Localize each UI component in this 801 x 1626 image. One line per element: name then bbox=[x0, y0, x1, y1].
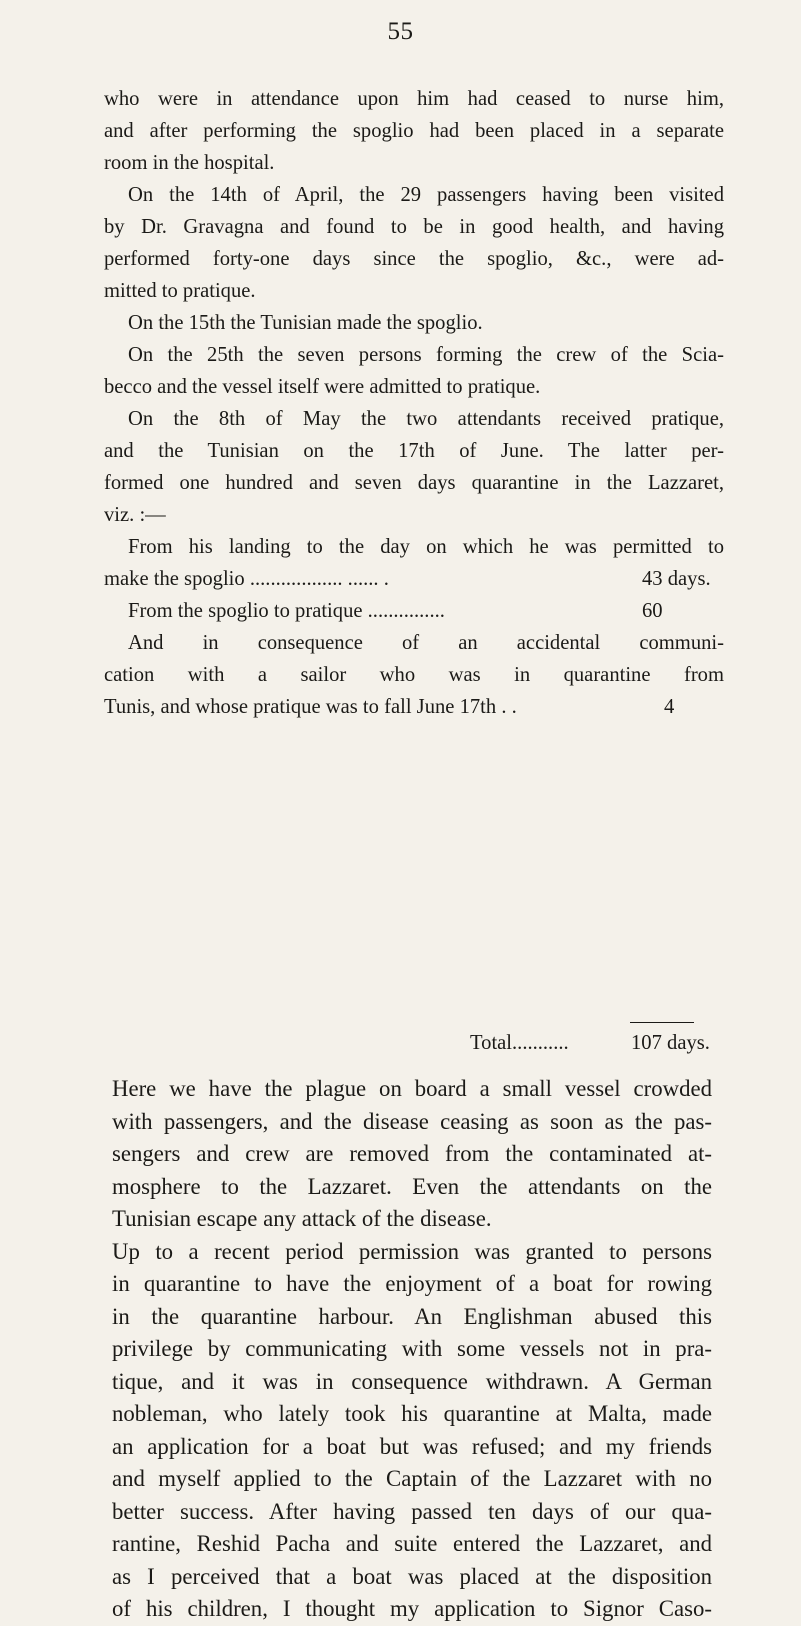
page-number: 55 bbox=[387, 18, 414, 45]
total-label: Total........... bbox=[470, 1032, 569, 1054]
quarantine-tally bbox=[104, 531, 724, 723]
text-line: mitted to pratique. bbox=[104, 280, 256, 302]
tally-line: And in consequence of an accidental communi- bbox=[128, 632, 724, 654]
text-line: performed forty-one days since the spoglio, &c., were ad- bbox=[104, 248, 724, 270]
text-line: mosphere to the Lazzaret. Even the attendants on the bbox=[112, 1173, 712, 1199]
text-line: Tunisian escape any attack of the disease. bbox=[112, 1206, 492, 1231]
tally-row-contact bbox=[104, 691, 724, 723]
text-line: as I perceived that a boat was placed at the disposition bbox=[112, 1563, 712, 1589]
text-line: On the 14th of April, the 29 passengers having been visited bbox=[128, 184, 724, 206]
text-line: in quarantine to have the enjoyment of a boat for rowing bbox=[112, 1271, 712, 1296]
text-line: and the Tunisian on the 17th of June. The latter per- bbox=[104, 440, 724, 462]
text-line: On the 8th of May the two attendants received pratique, bbox=[128, 408, 724, 430]
text-line: who were in attendance upon him had ceased to nurse him, bbox=[104, 88, 724, 110]
tally-label: Tunis, and whose pratique was to fall June 17th . . bbox=[104, 696, 517, 718]
tally-total bbox=[470, 1032, 770, 1055]
tally-label: make the spoglio .................. ...... . bbox=[104, 568, 389, 590]
total-value: 107 days. bbox=[631, 1032, 710, 1054]
text-line: formed one hundred and seven days quarantine in the Lazzaret, bbox=[104, 472, 724, 494]
tally-row-pratique bbox=[104, 595, 724, 627]
tally-value: 60 bbox=[642, 600, 663, 622]
text-line: privilege by communicating with some vessels not in pra- bbox=[112, 1336, 712, 1361]
text-line: and after performing the spoglio had been placed in a separate bbox=[104, 120, 724, 142]
text-line: Here we have the plague on board a small vessel crowded bbox=[112, 1076, 712, 1101]
text-line: sengers and crew are removed from the contaminated at- bbox=[112, 1141, 712, 1166]
text-line: Up to a recent period permission was granted to persons bbox=[112, 1238, 712, 1264]
text-line: viz. :— bbox=[104, 504, 166, 526]
text-line: On the 15th the Tunisian made the spoglio. bbox=[128, 312, 483, 334]
text-line: room in the hospital. bbox=[104, 152, 275, 174]
text-line: tique, and it was in consequence withdrawn. A German bbox=[112, 1368, 712, 1394]
text-line: an application for a boat but was refused; and my friends bbox=[112, 1433, 712, 1459]
tally-row-spoglio bbox=[104, 563, 724, 595]
tally-line: cation with a sailor who was in quarantine from bbox=[104, 664, 724, 686]
tally-value: 43 days. bbox=[642, 568, 711, 590]
text-line: becco and the vessel itself were admitted to pratique. bbox=[104, 376, 541, 398]
tally-line: From his landing to the day on which he was permitted to bbox=[128, 536, 724, 558]
total-rule bbox=[630, 1022, 694, 1023]
text-line: better success. After having passed ten days of our qua- bbox=[112, 1498, 712, 1524]
text-line: in the quarantine harbour. An Englishman abused this bbox=[112, 1303, 712, 1329]
text-line: rantine, Reshid Pacha and suite entered the Lazzaret, and bbox=[112, 1531, 712, 1556]
text-line: by Dr. Gravagna and found to be in good health, and having bbox=[104, 216, 724, 238]
text-line: nobleman, who lately took his quarantine at Malta, made bbox=[112, 1401, 712, 1426]
text-line: with passengers, and the disease ceasing as soon as the pas- bbox=[112, 1108, 712, 1134]
text-line: On the 25th the seven persons forming the crew of the Scia- bbox=[128, 344, 724, 366]
lower-text-block bbox=[112, 1073, 712, 1626]
text-line: of his children, I thought my application to Signor Caso- bbox=[112, 1596, 712, 1621]
text-line: and myself applied to the Captain of the Lazzaret with no bbox=[112, 1466, 712, 1491]
tally-value: 4 bbox=[664, 696, 675, 718]
upper-text-block bbox=[104, 83, 724, 531]
tally-label: From the spoglio to pratique ............... bbox=[128, 600, 445, 622]
